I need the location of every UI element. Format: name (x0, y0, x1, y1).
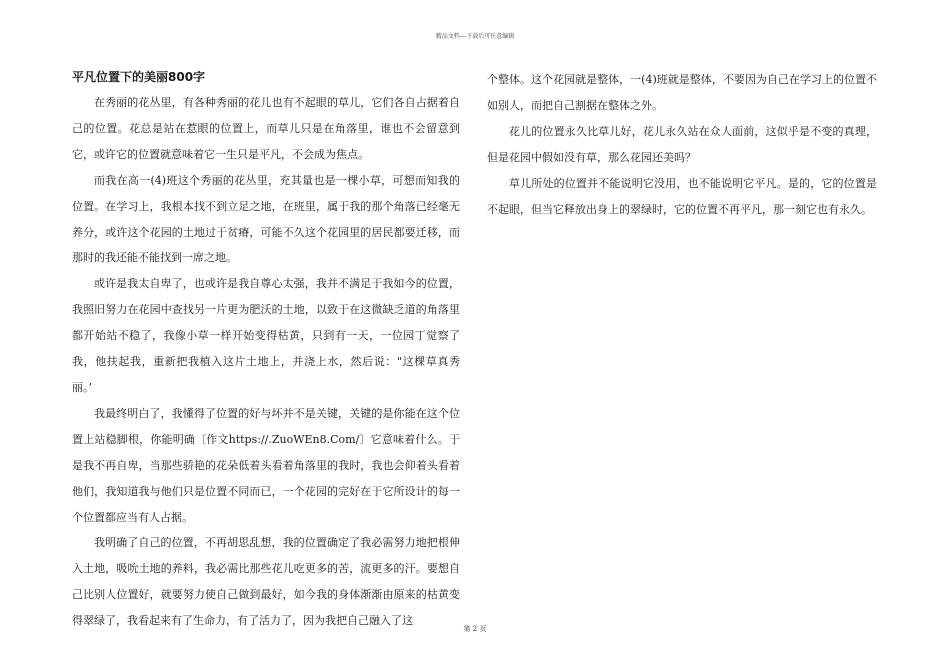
paragraph: 我最终明白了，我懂得了位置的好与坏并不是关键，关键的是你能在这个位置上站稳脚根，你能明确〔作文https://.ZuoWEn8.Com/〕它意味着什么。于是我不再自卑，当那些骄艳的花朵低着头看着角落里的我时，我也会仰着头看着他们，我知道我与他们只是位置不同而已，一个花园的完好在于它所设计的每一个位置都应当有人占据。 (72, 406, 460, 524)
paragraph: 而我在高一(4)班这个秀丽的花丛里，充其量也是一棵小草，可想而知我的位置。在学习上，我根本找不到立足之地，在班里，属于我的那个角落已经毫无养分，或许这个花园的土地过于贫瘠，可能不久这个花园里的居民都要迁移，而那时的我还能不能找到一席之地。 (72, 173, 460, 265)
paragraph: 花儿的位置永久比草儿好，花儿永久站在众人面前，这似乎是不变的真理，但是花园中假如没有草，那么花园还美吗？ (487, 124, 877, 164)
paragraph-continued: 个整体。这个花园就是整体，一(4)班就是整体，不要因为自己在学习上的位置不如别人，而把自己割据在整体之外。 (487, 73, 877, 112)
paragraph: 我明确了自己的位置，不再胡思乱想，我的位置确定了我必需努力地把根伸入土地，吸吮土地的养料，我必需比那些花儿吃更多的苦，流更多的汗。要想自己比别人位置好，就要努力使自己做到最好，如今我的身体渐渐由原来的枯黄变得翠绿了，我看起来有了生命力，有了活力了，因为我把自己融入了这 (72, 536, 460, 628)
page-header: 精品文档---下载后可任意编辑 (435, 33, 515, 40)
paragraph: 或许是我太自卑了，也或许是我自尊心太强，我并不满足于我如今的位置，我照旧努力在花园中查找另一片更为肥沃的土地，以致于在这微缺乏道的角落里都开始站不稳了，我像小草一样开始变得枯黄，只到有一天，一位园丁觉察了我，他扶起我，重新把我植入这片土地上，并浇上水，然后说："这棵草真秀丽。’ (72, 277, 460, 394)
right-column (487, 67, 877, 222)
paragraph: 在秀丽的花丛里，有各种秀丽的花儿也有不起眼的草儿，它们各自占据着自己的位置。花总是站在惹眼的位置上，而草儿只是在角落里，谁也不会留意到它，或许它的位置就意味着它一生只是平凡，不会成为焦点。 (72, 96, 460, 161)
page-number: 第 2 页 (463, 625, 487, 633)
article-title: 平凡位置下的美丽800字 (72, 70, 206, 84)
left-column (72, 67, 460, 634)
paragraph: 草儿所处的位置并不能说明它没用，也不能说明它平凡。是的，它的位置是不起眼，但当它释放出身上的翠绿时，它的位置不再平凡，那一刻它也有永久。 (487, 176, 877, 216)
